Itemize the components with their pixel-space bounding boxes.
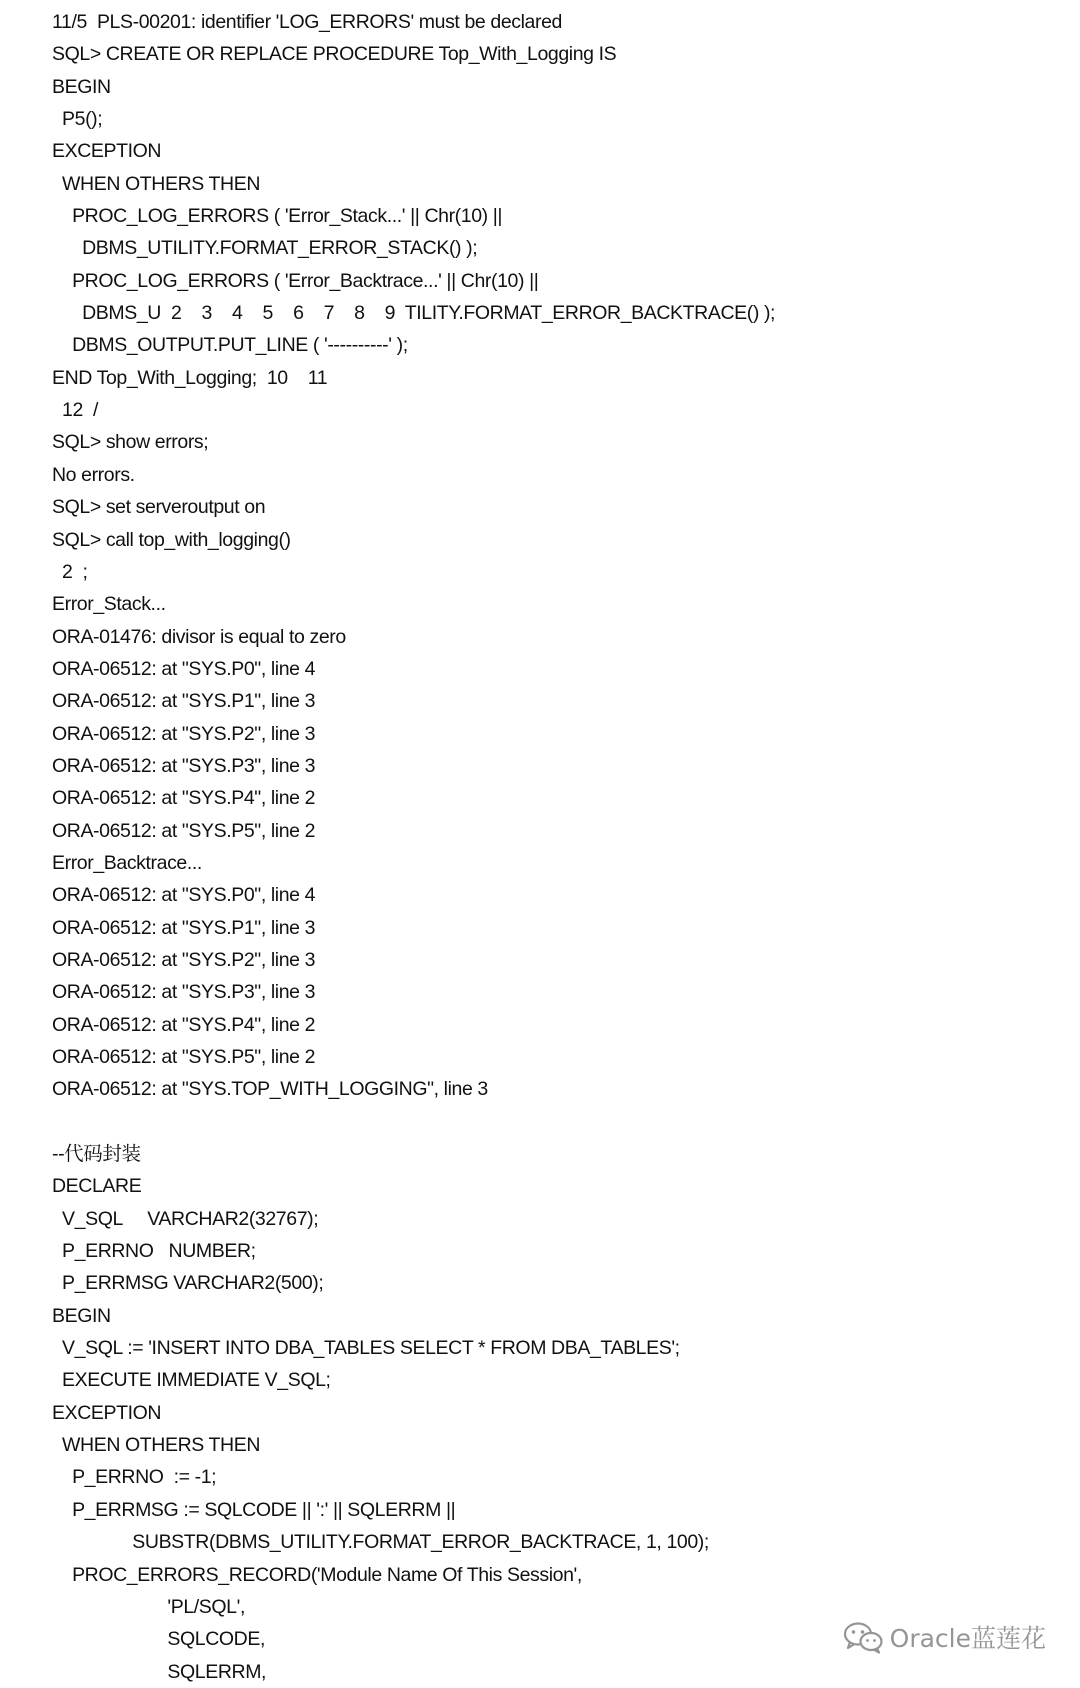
code-line: ORA-06512: at "SYS.P5", line 2 [52, 819, 316, 842]
code-line: 12 / [52, 399, 98, 422]
code-line: P_ERRNO NUMBER; [52, 1240, 256, 1263]
code-line: ORA-06512: at "SYS.P2", line 3 [52, 948, 316, 971]
code-line: ORA-06512: at "SYS.P5", line 2 [52, 1046, 316, 1068]
wechat-icon [842, 1620, 884, 1654]
code-line: SQL> CREATE OR REPLACE PROCEDURE Top_With_Logging IS [52, 43, 617, 66]
code-line: EXCEPTION [52, 140, 162, 163]
code-line: ORA-06512: at "SYS.P1", line 3 [52, 690, 316, 713]
code-line: ORA-06512: at "SYS.P2", line 3 [52, 722, 316, 745]
code-line: BEGIN [52, 1304, 111, 1327]
code-line: P_ERRMSG VARCHAR2(500); [52, 1272, 324, 1295]
code-line: SQLERRM, [52, 1660, 267, 1683]
code-line [52, 1106, 1052, 1138]
code-line: DBMS_U 2 3 4 5 6 7 8 9 TILITY.FORMAT_ERROR_BACKTRACE() ); [52, 302, 776, 325]
code-line: P_ERRNO := -1; [52, 1466, 217, 1489]
watermark [842, 1619, 1046, 1655]
code-line: P5(); [52, 108, 103, 131]
code-line: PROC_LOG_ERRORS ( 'Error_Backtrace...' || Chr(10) || [52, 269, 539, 292]
code-line: DBMS_OUTPUT.PUT_LINE ( '----------' ); [52, 334, 408, 357]
code-line: SQLCODE, [52, 1628, 265, 1651]
code-line: ORA-06512: at "SYS.P1", line 3 [52, 916, 316, 939]
code-line: DECLARE [52, 1175, 142, 1198]
code-line: EXECUTE IMMEDIATE V_SQL; [52, 1369, 331, 1392]
code-line: 'PL/SQL', [52, 1595, 245, 1618]
code-line: Error_Backtrace... [52, 851, 202, 874]
code-line: EXCEPTION [52, 1401, 162, 1424]
code-line: V_SQL := 'INSERT INTO DBA_TABLES SELECT * FROM DBA_TABLES'; [52, 1337, 680, 1360]
code-line: No errors. [52, 463, 135, 486]
code-line: ORA-01476: divisor is equal to zero [52, 625, 346, 648]
code-line: WHEN OTHERS THEN [52, 172, 261, 195]
code-line: P_ERRMSG := SQLCODE || ':' || SQLERRM || [52, 1498, 456, 1521]
code-line: ORA-06512: at "SYS.P4", line 2 [52, 1013, 316, 1036]
code-listing [52, 6, 1052, 1688]
code-line: ORA-06512: at "SYS.P3", line 3 [52, 754, 316, 777]
code-line: PROC_ERRORS_RECORD('Module Name Of This Session', [52, 1563, 582, 1586]
code-line: WHEN OTHERS THEN [52, 1434, 261, 1457]
code-line: END Top_With_Logging; 10 11 [52, 366, 328, 389]
code-line: 11/5 PLS-00201: identifier 'LOG_ERRORS' must be declared [52, 11, 562, 33]
code-line: --代码封装 [52, 1143, 141, 1166]
code-line: DBMS_UTILITY.FORMAT_ERROR_STACK() ); [52, 237, 478, 260]
code-line: SQL> show errors; [52, 431, 209, 454]
code-line: ORA-06512: at "SYS.TOP_WITH_LOGGING", line 3 [52, 1078, 488, 1101]
code-line: Error_Stack... [52, 593, 166, 616]
code-line: ORA-06512: at "SYS.P0", line 4 [52, 657, 316, 680]
code-line: V_SQL VARCHAR2(32767); [52, 1207, 319, 1230]
code-line: SUBSTR(DBMS_UTILITY.FORMAT_ERROR_BACKTRACE, 1, 100); [52, 1531, 709, 1554]
code-line: SQL> set serveroutput on [52, 496, 266, 519]
code-line: ORA-06512: at "SYS.P3", line 3 [52, 981, 316, 1004]
code-line: ORA-06512: at "SYS.P0", line 4 [52, 884, 316, 907]
watermark-text: Oracle蓝莲花 [889, 1624, 1046, 1653]
code-line: PROC_LOG_ERRORS ( 'Error_Stack...' || Chr(10) || [52, 205, 503, 228]
code-line: ORA-06512: at "SYS.P4", line 2 [52, 787, 316, 810]
code-line: SQL> call top_with_logging() [52, 528, 291, 551]
code-line: 2 ; [52, 560, 88, 583]
code-line: BEGIN [52, 75, 111, 98]
